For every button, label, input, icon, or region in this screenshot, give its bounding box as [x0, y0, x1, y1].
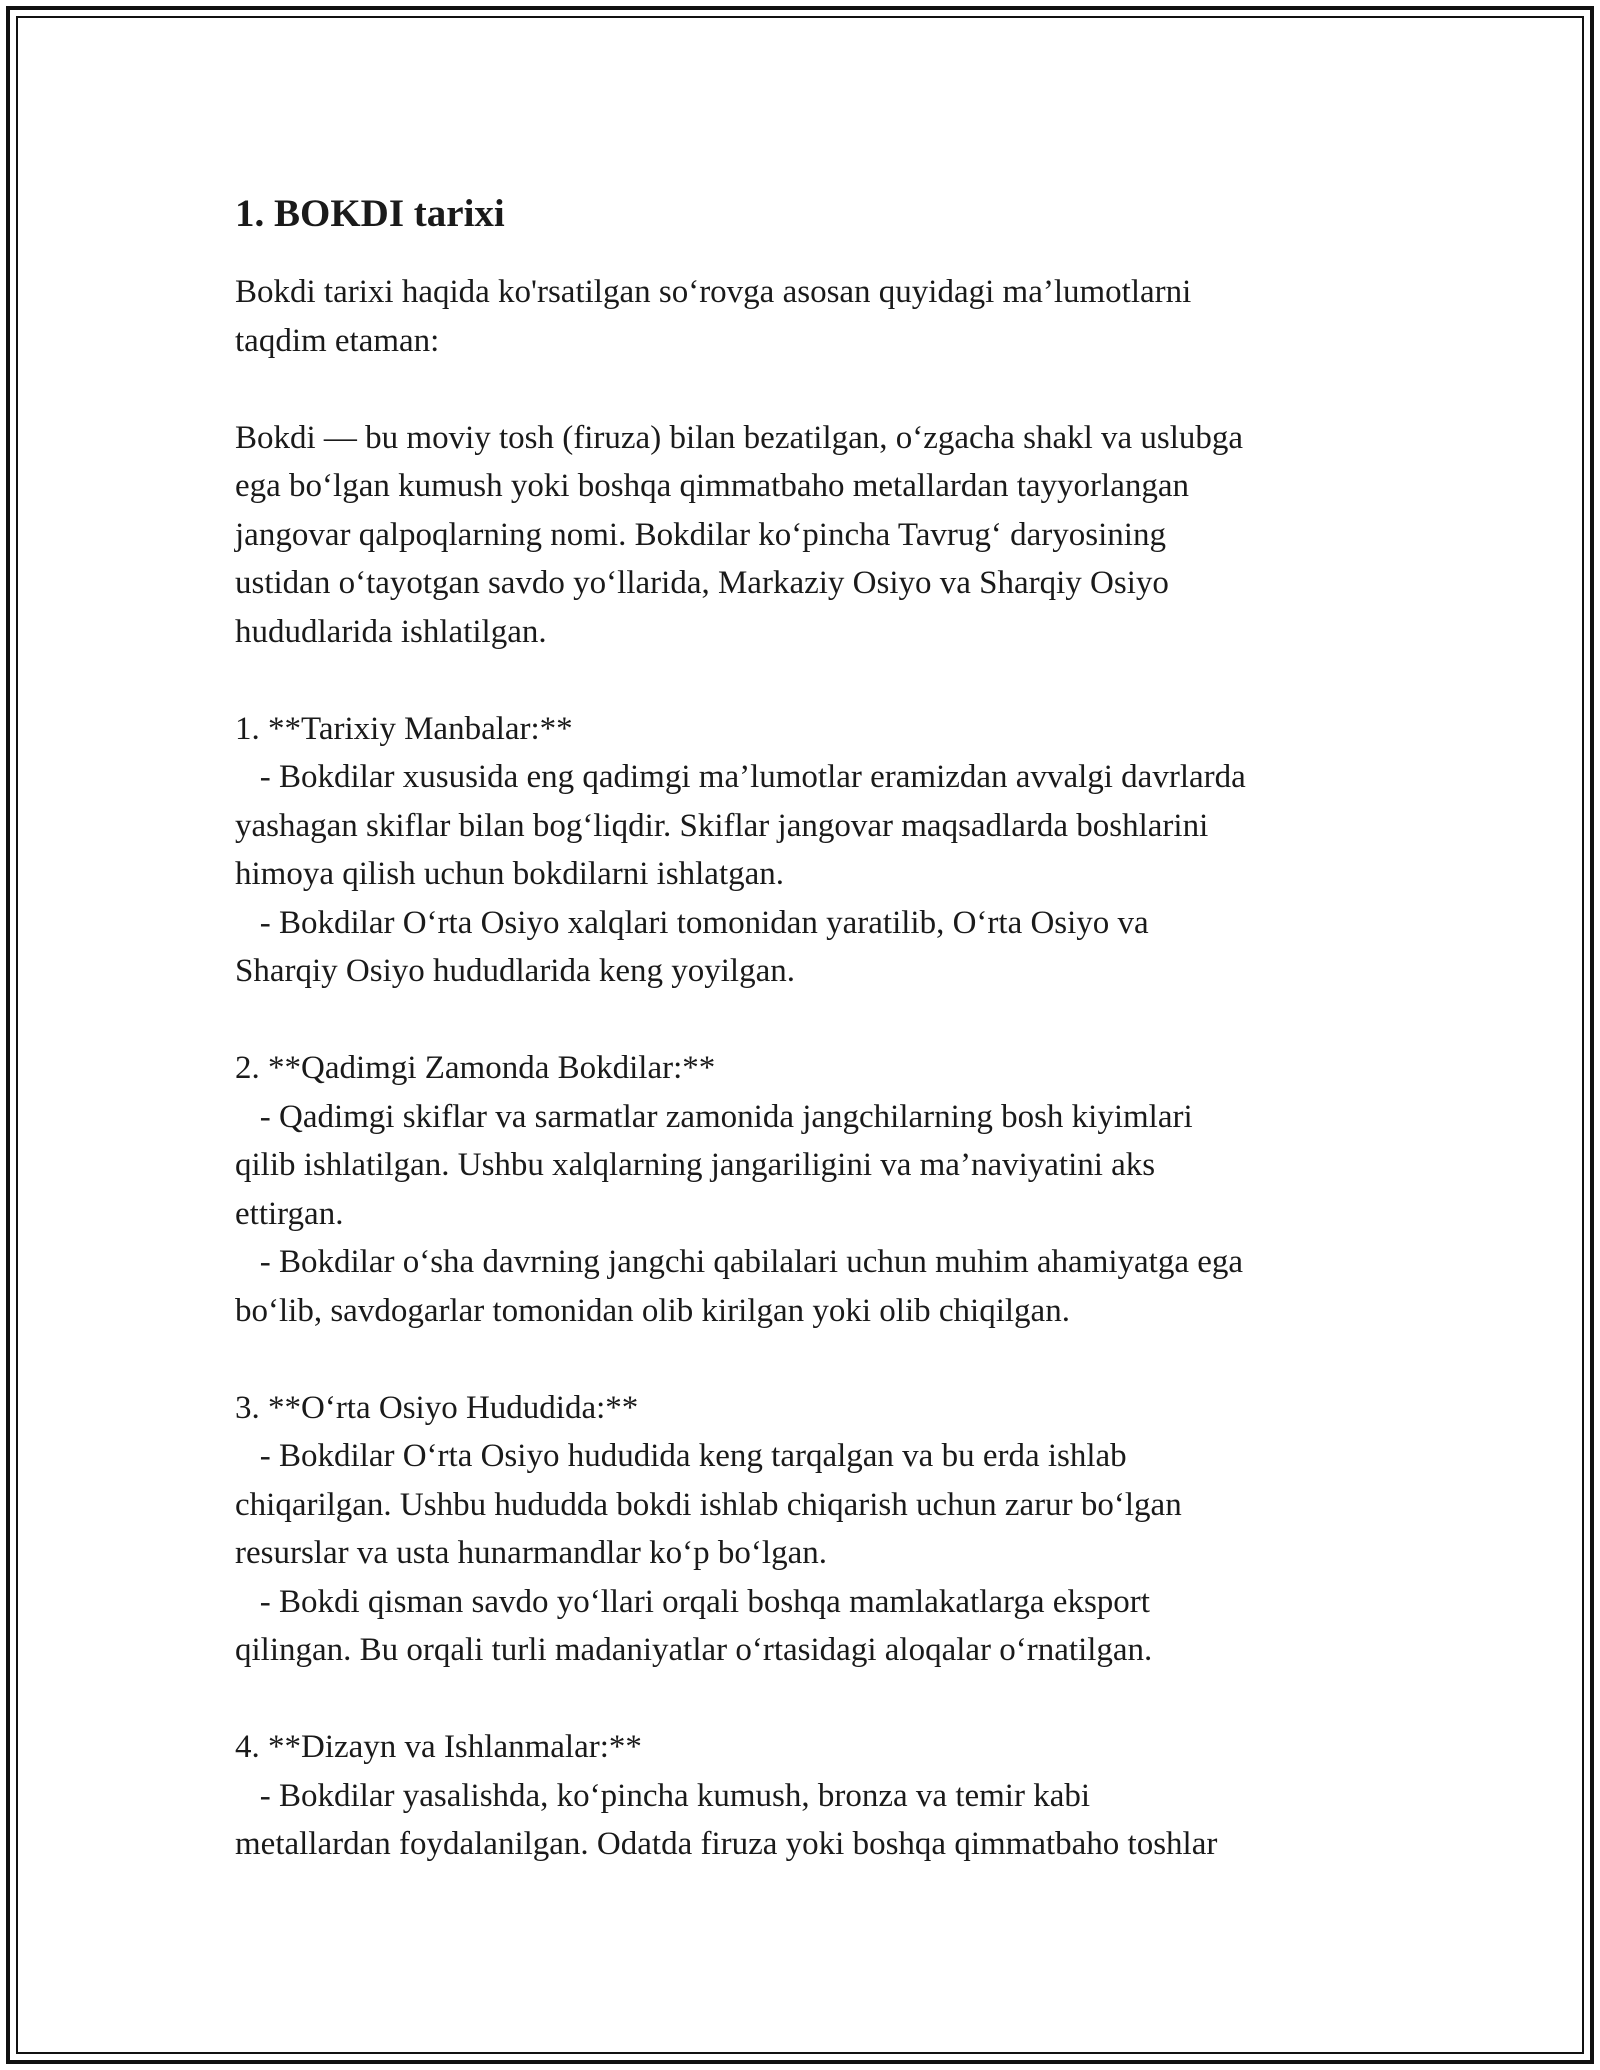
document-content: [235, 186, 1385, 1869]
body-text: Bokdi tarixi haqida ko'rsatilgan so‘rovga asosan quyidagi ma’lumotlarni taqdim etaman: Bokdi — bu moviy tosh (firuza) bilan bezatilgan, o‘zgacha shakl va uslubga ega bo‘lgan kumush yoki boshqa qimmatbaho metallardan tayyorlangan jangovar qalpoqlarning nomi. Bokdilar ko‘pincha Tavrug‘ daryosining ustidan o‘tayotgan savdo yo‘llarida, Markaziy Osiyo va Sharqiy Osiyo hududlarida ishlatilgan. 1. **Tarixiy Manbalar:** - Bokdilar xususida eng qadimgi ma’lumotlar eramizdan avvalgi davrlarda yashagan skiflar bilan bog‘liqdir. Skiflar jangovar maqsadlarda boshlarini himoya qilish uchun bokdilarni ishlatgan. - Bokdilar O‘rta Osiyo xalqlari tomonidan yaratilib, O‘rta Osiyo va Sharqiy Osiyo hududlarida keng yoyilgan. 2. **Qadimgi Zamonda Bokdilar:** - Qadimgi skiflar va sarmatlar zamonida jangchilarning bosh kiyimlari qilib ishlatilgan. Ushbu xalqlarning jangariligini va ma’naviyatini aks ettirgan. - Bokdilar o‘sha davrning jangchi qabilalari uchun muhim ahamiyatga ega bo‘lib, savdogarlar tomonidan olib kirilgan yoki olib chiqilgan. 3. **O‘rta Osiyo Hududida:** - Bokdilar O‘rta Osiyo hududida keng tarqalgan va bu erda ishlab chiqarilgan. Ushbu hududda bokdi ishlab chiqarish uchun zarur bo‘lgan resurslar va usta hunarmandlar ko‘p bo‘lgan. - Bokdi qisman savdo yo‘llari orqali boshqa mamlakatlarga eksport qilingan. Bu orqali turli madaniyatlar o‘rtasidagi aloqalar o‘rnatilgan. 4. **Dizayn va Ishlanmalar:** - Bokdilar yasalishda, ko‘pincha kumush, bronza va temir kabi metallardan foydalanilgan. Odatda firuza yoki boshqa qimmatbaho toshlar: [235, 274, 1246, 1862]
page-title: 1. BOKDI tarixi: [235, 192, 505, 235]
